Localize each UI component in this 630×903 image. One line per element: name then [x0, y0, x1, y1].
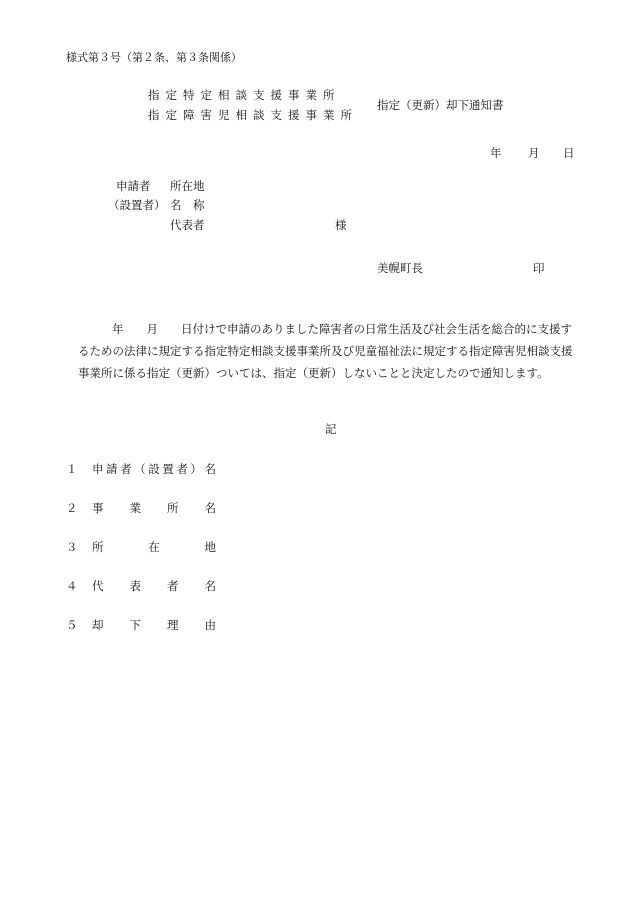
date-month: 月 [528, 146, 540, 160]
item-2-label: 事業所名 [92, 501, 216, 515]
applicant-label: 申請者 [116, 179, 151, 193]
item-5-number: ５ [66, 618, 78, 632]
item-3-label: 所在地 [92, 540, 216, 554]
applicant-label-sub: （設置者） [108, 198, 166, 212]
notice-body: 年 月 日付けで申請のありました障害者の日常生活及び社会生活を総合的に支援するための法律に規定する指定特定相談支援事業所及び児童福祉法に規定する指定障害児相談支援事業所に係る指定（更新）ついては、指定（更新）しないことと決定したので通知します。 [78, 322, 573, 380]
date-day: 日 [563, 146, 575, 160]
item-1-number: １ [66, 462, 78, 476]
name-label: 名 称 [170, 198, 205, 212]
item-4-number: ４ [66, 579, 78, 593]
item-5-label: 却下理由 [92, 618, 216, 632]
item-4-label: 代表者名 [92, 579, 216, 593]
form-label: 様式第３号（第２条、第３条関係） [66, 51, 242, 64]
address-label: 所在地 [170, 179, 205, 193]
item-1-label: 申請者（設置者）名 [92, 462, 216, 476]
issuer-name: 美幌町長 [377, 261, 423, 275]
item-2-number: ２ [66, 501, 78, 515]
title-line-1: 指定特定相談支援事業所 [148, 88, 341, 102]
honorific-sama: 様 [335, 218, 347, 232]
seal-mark: 印 [533, 261, 545, 275]
ki-heading: 記 [325, 422, 337, 436]
item-3-number: ３ [66, 540, 78, 554]
date-year: 年 [490, 146, 502, 160]
title-suffix: 指定（更新）却下通知書 [377, 98, 504, 112]
title-line-2: 指定障害児相談支援事業所 [148, 108, 358, 122]
representative-label: 代表者 [170, 218, 205, 232]
